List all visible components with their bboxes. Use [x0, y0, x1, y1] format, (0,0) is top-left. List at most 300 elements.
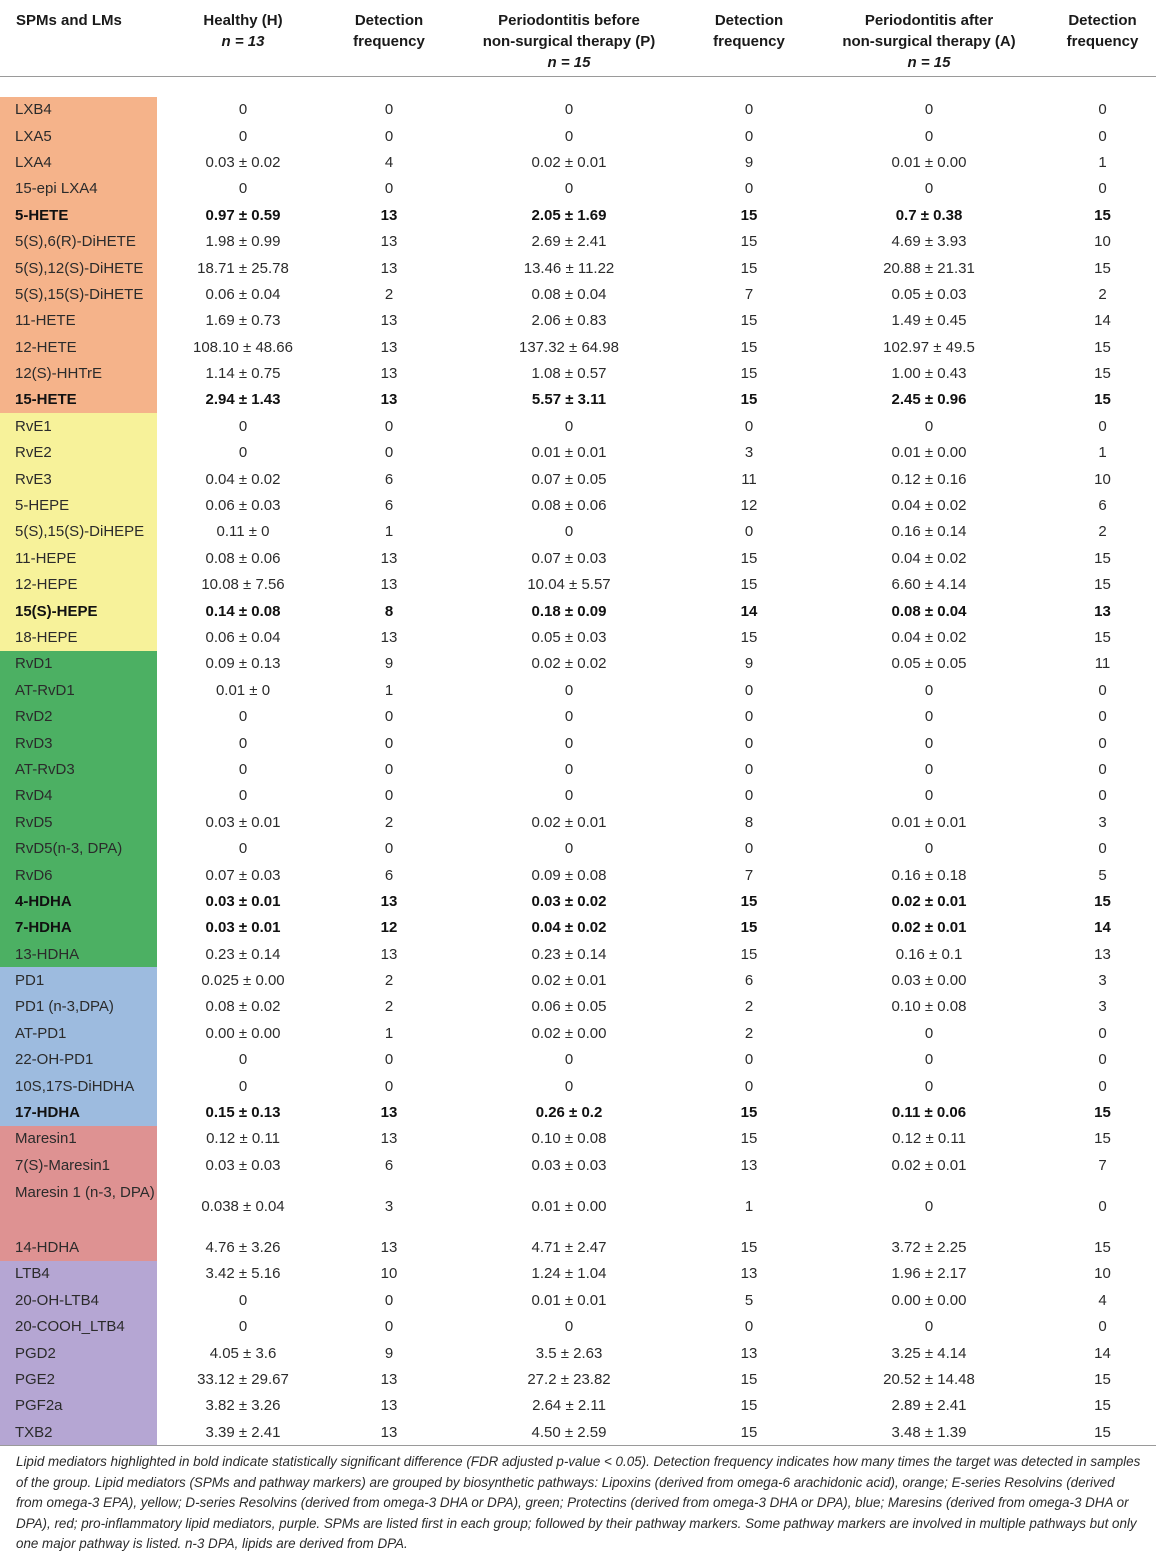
cell-after-value: 0 — [924, 708, 934, 726]
cell-healthy-frequency: 13 — [380, 892, 398, 910]
cell-healthy-frequency: 13 — [380, 312, 398, 330]
cell-after-frequency: 3 — [1098, 998, 1107, 1016]
cell-before-frequency: 0 — [744, 708, 754, 726]
cell-healthy-value: 4.76 ± 3.26 — [205, 1239, 281, 1256]
cell-healthy-value: 0.97 ± 0.59 — [205, 206, 281, 224]
cell-after-frequency: 0 — [1098, 180, 1107, 198]
table-row — [0, 1099, 1156, 1125]
cell-after-frequency: 15 — [1094, 549, 1111, 567]
cell-after-value: 0 — [924, 1077, 934, 1095]
table-row — [0, 783, 1156, 809]
cell-before-value: 0.01 ± 0.01 — [531, 1291, 607, 1309]
cell-mediator-name: 4-HDHA — [0, 888, 157, 914]
cell-mediator-name: RvD6 — [0, 862, 157, 888]
cell-healthy-value: 0.03 ± 0.01 — [205, 919, 281, 937]
cell-mediator-name: 7-HDHA — [0, 915, 157, 941]
cell-before-value: 2.69 ± 2.41 — [531, 233, 607, 251]
cell-healthy-value: 0.09 ± 0.13 — [205, 655, 281, 673]
cell-after-value: 0.01 ± 0.00 — [891, 444, 967, 462]
cell-after-value: 3.48 ± 1.39 — [809, 1419, 1049, 1446]
table-row — [0, 624, 1156, 650]
cell-after-frequency: 5 — [1098, 866, 1107, 884]
header-spms-lms — [0, 0, 157, 76]
cell-after-frequency: 0 — [1098, 760, 1107, 778]
cell-after-value: 3.25 ± 4.14 — [891, 1344, 967, 1362]
cell-mediator-name: 5(S),15(S)-DiHETE — [0, 281, 157, 307]
cell-mediator-name: RvD3 — [0, 730, 157, 756]
cell-before-frequency: 0 — [744, 101, 754, 119]
table-row — [0, 545, 1156, 571]
cell-after-frequency: 15 — [1094, 391, 1111, 409]
cell-before-value: 0.01 ± 0.01 — [531, 444, 607, 462]
cell-after-frequency: 15 — [1094, 1104, 1111, 1122]
cell-before-value: 0.09 ± 0.08 — [531, 866, 607, 884]
cell-after-frequency: 0 — [1098, 681, 1107, 699]
cell-healthy-value: 0.01 ± 0 — [215, 681, 271, 699]
cell-healthy-value: 0.03 ± 0.01 — [205, 892, 281, 910]
cell-before-value: 0.03 ± 0.02 — [531, 892, 607, 910]
table-row — [0, 1419, 1156, 1446]
cell-after-frequency: 0 — [1098, 734, 1107, 752]
table-header-row — [0, 0, 1156, 76]
cell-mediator-name: LXA5 — [0, 123, 157, 149]
cell-after-value: 0.04 ± 0.02 — [891, 549, 967, 567]
cell-healthy-value: 3.42 ± 5.16 — [205, 1265, 281, 1283]
cell-healthy-frequency: 13 — [380, 1239, 398, 1256]
cell-after-frequency: 3 — [1098, 813, 1107, 831]
table-row — [0, 1073, 1156, 1099]
cell-before-value: 0.08 ± 0.06 — [531, 497, 607, 515]
cell-before-value: 0.02 ± 0.02 — [531, 655, 607, 673]
cell-before-frequency: 3 — [744, 444, 754, 462]
cell-after-value: 0 — [924, 101, 934, 119]
cell-healthy-value: 0.14 ± 0.08 — [205, 602, 281, 620]
cell-before-frequency: 0 — [744, 417, 754, 435]
cell-before-value: 0.05 ± 0.03 — [531, 629, 607, 646]
cell-healthy-value: 0.23 ± 0.14 — [205, 945, 281, 963]
cell-before-value: 0.02 ± 0.01 — [531, 153, 607, 171]
header-spacer — [0, 76, 1156, 97]
cell-healthy-value: 0 — [238, 1291, 248, 1309]
cell-after-value: 0 — [924, 840, 934, 858]
cell-before-value: 0 — [564, 180, 574, 198]
cell-before-frequency: 13 — [740, 1344, 758, 1362]
cell-after-value: 1.00 ± 0.43 — [891, 365, 967, 383]
cell-before-frequency: 15 — [740, 233, 758, 251]
cell-after-value: 0.08 ± 0.04 — [891, 602, 967, 620]
table-row — [0, 1234, 1156, 1260]
cell-before-value: 0.18 ± 0.09 — [531, 602, 607, 620]
cell-before-value: 0 — [564, 734, 574, 752]
cell-after-value: 0 — [924, 1024, 934, 1042]
cell-healthy-value: 0.038 ± 0.04 — [201, 1197, 285, 1215]
cell-before-value: 0.06 ± 0.05 — [531, 998, 607, 1016]
cell-healthy-value: 108.10 ± 48.66 — [193, 338, 293, 356]
cell-mediator-name: RvE3 — [0, 466, 157, 492]
cell-before-value: 0 — [564, 417, 574, 435]
cell-after-value: 0 — [924, 1318, 934, 1336]
cell-before-value: 27.2 ± 23.82 — [527, 1370, 611, 1388]
cell-before-frequency: 15 — [740, 919, 758, 937]
header-text: Healthy (H) — [203, 12, 283, 29]
cell-before-value: 1.08 ± 0.57 — [531, 365, 607, 383]
cell-healthy-frequency: 13 — [380, 1130, 398, 1148]
header-text: SPMs and LMs — [16, 12, 122, 29]
cell-healthy-value: 0.03 ± 0.02 — [205, 153, 281, 171]
cell-healthy-value: 1.14 ± 0.75 — [205, 365, 281, 383]
cell-healthy-value: 0.025 ± 0.00 — [201, 972, 285, 990]
header-healthy — [157, 0, 329, 76]
table-row — [0, 809, 1156, 835]
cell-before-frequency: 0 — [744, 180, 754, 198]
table-row — [0, 730, 1156, 756]
header-periodontitis-after — [809, 0, 1049, 76]
cell-before-value: 4.50 ± 2.59 — [449, 1419, 689, 1446]
cell-before-value: 3.5 ± 2.63 — [535, 1344, 603, 1362]
table-body — [0, 76, 1156, 1446]
cell-healthy-frequency: 3 — [384, 1197, 394, 1215]
cell-healthy-frequency: 2 — [384, 972, 394, 990]
cell-after-frequency: 1 — [1098, 153, 1107, 171]
cell-healthy-value: 0.06 ± 0.03 — [205, 497, 281, 515]
cell-after-value: 2.89 ± 2.41 — [891, 1397, 967, 1415]
cell-before-frequency: 15 — [740, 576, 758, 594]
table-row — [0, 1393, 1156, 1419]
cell-mediator-name: RvD5(n-3, DPA) — [0, 835, 157, 861]
table-row — [0, 677, 1156, 703]
header-text: Periodontitis before — [498, 12, 640, 29]
cell-after-value: 0 — [924, 681, 934, 699]
table-row — [0, 703, 1156, 729]
cell-mediator-name: 22-OH-PD1 — [0, 1047, 157, 1073]
cell-healthy-frequency: 6 — [384, 866, 394, 884]
cell-after-value: 0.11 ± 0.06 — [891, 1104, 967, 1122]
cell-after-value: 0 — [924, 417, 934, 435]
cell-before-value: 0.03 ± 0.03 — [531, 1156, 607, 1174]
table-row — [0, 915, 1156, 941]
cell-healthy-value: 0.08 ± 0.02 — [205, 998, 281, 1016]
table-row — [0, 281, 1156, 307]
cell-after-frequency: 0 — [1098, 1197, 1107, 1215]
cell-after-frequency: 2 — [1098, 285, 1107, 303]
cell-healthy-value: 0.12 ± 0.11 — [206, 1130, 280, 1148]
cell-before-value: 0.23 ± 0.14 — [531, 945, 607, 963]
cell-mediator-name: AT-PD1 — [0, 1020, 157, 1046]
cell-mediator-name: 18-HEPE — [0, 624, 157, 650]
cell-after-value: 0.04 ± 0.02 — [891, 497, 967, 515]
cell-before-value: 0.02 ± 0.01 — [531, 813, 607, 831]
cell-healthy-frequency: 0 — [384, 180, 394, 198]
cell-healthy-frequency: 13 — [380, 206, 398, 224]
cell-healthy-frequency: 0 — [384, 1318, 394, 1336]
cell-healthy-frequency: 6 — [384, 497, 394, 515]
table-row — [0, 440, 1156, 466]
cell-healthy-value: 4.05 ± 3.6 — [209, 1344, 277, 1362]
cell-healthy-value: 0.04 ± 0.02 — [205, 470, 281, 488]
cell-mediator-name: 17-HDHA — [0, 1099, 157, 1125]
cell-before-value: 137.32 ± 64.98 — [519, 338, 619, 356]
cell-healthy-value: 0.15 ± 0.13 — [205, 1104, 281, 1122]
cell-healthy-value: 1.69 ± 0.73 — [205, 312, 281, 330]
cell-before-frequency: 15 — [740, 206, 758, 224]
cell-after-frequency: 0 — [1098, 127, 1107, 145]
cell-healthy-frequency: 2 — [384, 285, 394, 303]
table-row — [0, 1261, 1156, 1287]
cell-before-frequency: 15 — [740, 259, 758, 277]
cell-healthy-frequency: 13 — [380, 1104, 398, 1122]
cell-healthy-frequency: 0 — [384, 760, 394, 778]
cell-after-value: 0.01 ± 0.00 — [891, 153, 967, 171]
cell-after-value: 0.12 ± 0.11 — [892, 1130, 966, 1148]
cell-after-frequency: 3 — [1098, 972, 1107, 990]
table-row — [0, 888, 1156, 914]
cell-before-frequency: 15 — [740, 945, 758, 963]
cell-mediator-name: RvD4 — [0, 783, 157, 809]
cell-after-value: 2.45 ± 0.96 — [891, 391, 967, 409]
cell-before-frequency: 5 — [744, 1291, 754, 1309]
cell-after-value: 20.52 ± 14.48 — [883, 1370, 975, 1388]
cell-healthy-frequency: 0 — [384, 734, 394, 752]
cell-after-frequency: 14 — [1094, 1344, 1111, 1362]
table-row — [0, 835, 1156, 861]
cell-after-value: 1.96 ± 2.17 — [891, 1265, 967, 1283]
cell-before-frequency: 9 — [744, 153, 754, 171]
cell-after-frequency: 15 — [1094, 365, 1111, 383]
cell-mediator-name: PD1 (n-3,DPA) — [0, 994, 157, 1020]
cell-mediator-name: 20-COOH_LTB4 — [0, 1313, 157, 1339]
cell-healthy-value: 18.71 ± 25.78 — [197, 259, 289, 277]
cell-before-frequency: 15 — [740, 1397, 758, 1415]
cell-after-value: 0 — [924, 760, 934, 778]
cell-mediator-name: AT-RvD1 — [0, 677, 157, 703]
cell-mediator-name: 15(S)-HEPE — [0, 598, 157, 624]
cell-before-value: 0.04 ± 0.02 — [531, 919, 607, 937]
cell-before-value: 0.08 ± 0.04 — [531, 285, 607, 303]
table-row — [0, 862, 1156, 888]
cell-mediator-name: RvD1 — [0, 651, 157, 677]
cell-after-frequency: 0 — [1098, 1077, 1107, 1095]
table-row — [0, 756, 1156, 782]
cell-after-frequency: 0 — [1098, 1318, 1107, 1336]
cell-before-frequency: 0 — [744, 1051, 754, 1069]
cell-after-frequency: 0 — [1098, 101, 1107, 119]
cell-healthy-frequency: 0 — [384, 417, 394, 435]
cell-before-frequency: 1 — [744, 1197, 754, 1215]
table-row — [0, 413, 1156, 439]
cell-before-frequency: 15 — [740, 365, 758, 383]
cell-before-frequency: 15 — [740, 391, 758, 409]
cell-healthy-frequency: 13 — [380, 365, 398, 383]
cell-before-value: 0.01 ± 0.00 — [531, 1197, 607, 1215]
cell-mediator-name: 5(S),15(S)-DiHEPE — [0, 519, 157, 545]
table-row — [0, 360, 1156, 386]
cell-after-value: 0.7 ± 0.38 — [895, 206, 963, 224]
cell-before-value: 0.07 ± 0.03 — [531, 549, 607, 567]
cell-after-value: 0 — [924, 180, 934, 198]
cell-healthy-value: 0 — [238, 760, 248, 778]
header-text: Periodontitis after — [864, 12, 994, 29]
table-row — [0, 1313, 1156, 1339]
cell-mediator-name: LTB4 — [0, 1261, 157, 1287]
cell-mediator-name: RvD2 — [0, 703, 157, 729]
table-row — [0, 994, 1156, 1020]
cell-healthy-frequency: 0 — [384, 787, 394, 805]
cell-before-frequency: 13 — [740, 1156, 758, 1174]
cell-before-frequency: 0 — [744, 127, 754, 145]
cell-mediator-name: LXA4 — [0, 149, 157, 175]
cell-healthy-frequency: 0 — [384, 444, 394, 462]
header-text: Detection — [714, 12, 784, 29]
cell-healthy-frequency: 1 — [384, 523, 394, 541]
cell-before-frequency: 0 — [744, 760, 754, 778]
cell-after-value: 3.72 ± 2.25 — [891, 1239, 967, 1256]
cell-healthy-value: 0.08 ± 0.06 — [205, 549, 281, 567]
cell-mediator-name: RvE1 — [0, 413, 157, 439]
cell-after-frequency: 10 — [1094, 233, 1111, 251]
cell-after-frequency: 7 — [1098, 1156, 1107, 1174]
table-footnote: Lipid mediators highlighted in bold indicate statistically significant difference (FDR adjusted p-value < 0.05). Detection frequency indicates how many times the target was detected in samples of the group. Lipid mediators (SPMs and pathway markers) are grouped by biosynthetic pathways: Lipoxins (derived from omega-6 arachidonic acid), orange; E-series Resolvins (derived from omega-3 EPA), yellow; D-series Resolvins (derived from omega-3 DHA or DPA), green; Protectins (derived from omega-3 DHA or DPA), blue; Maresins (derived from omega-3 DHA or DPA), red; pro-inflammatory lipid mediators, purple. SPMs are listed first in each group; followed by their pathway markers. Some pathway markers are involved in multiple pathways but only one major pathway is listed. n-3 DPA, lipids are derived from DPA. — [16, 1454, 1141, 1552]
cell-mediator-name: 10S,17S-DiHDHA — [0, 1073, 157, 1099]
cell-after-frequency: 15 — [1094, 259, 1111, 277]
table-row — [0, 176, 1156, 202]
header-text: non-surgical therapy (P) — [482, 33, 656, 50]
header-detection-frequency-p — [689, 0, 809, 76]
cell-healthy-value: 0 — [238, 444, 248, 462]
cell-mediator-name: Maresin1 — [0, 1126, 157, 1152]
cell-healthy-value: 0 — [238, 1318, 248, 1336]
cell-mediator-name: 12-HETE — [0, 334, 157, 360]
cell-healthy-frequency: 2 — [384, 998, 394, 1016]
cell-before-frequency: 12 — [740, 497, 758, 515]
cell-before-frequency: 0 — [744, 1318, 754, 1336]
cell-after-value: 0 — [924, 127, 934, 145]
cell-after-frequency: 14 — [1094, 919, 1111, 937]
cell-after-frequency: 15 — [1094, 338, 1111, 356]
cell-before-value: 0 — [564, 840, 574, 858]
cell-healthy-frequency: 9 — [384, 1344, 394, 1362]
cell-after-value: 0.00 ± 0.00 — [891, 1291, 967, 1309]
cell-before-value: 0.02 ± 0.00 — [531, 1024, 607, 1042]
cell-before-value: 0 — [564, 1318, 574, 1336]
table-row — [0, 123, 1156, 149]
cell-healthy-frequency: 13 — [380, 1397, 398, 1415]
cell-mediator-name: LXB4 — [0, 97, 157, 123]
cell-before-frequency: 2 — [744, 1024, 754, 1042]
cell-before-value: 0 — [564, 760, 574, 778]
cell-after-value: 6.60 ± 4.14 — [891, 576, 967, 594]
cell-before-value: 0 — [564, 1051, 574, 1069]
cell-healthy-value: 0 — [238, 1077, 248, 1095]
table-row — [0, 1047, 1156, 1073]
header-text: non-surgical therapy (A) — [842, 33, 1016, 50]
cell-healthy-frequency: 13 — [329, 1419, 449, 1446]
cell-healthy-value: 2.94 ± 1.43 — [205, 391, 281, 409]
cell-before-frequency: 7 — [744, 285, 754, 303]
cell-before-value: 0 — [564, 787, 574, 805]
header-n: n = 15 — [907, 54, 951, 71]
cell-before-value: 0 — [564, 101, 574, 119]
cell-before-value: 0 — [564, 523, 574, 541]
cell-before-frequency: 15 — [740, 549, 758, 567]
cell-after-frequency: 4 — [1098, 1291, 1107, 1309]
table-row — [0, 1020, 1156, 1046]
header-n: n = 13 — [221, 33, 265, 50]
cell-after-frequency: 2 — [1098, 523, 1107, 541]
cell-healthy-value: 0 — [238, 101, 248, 119]
cell-before-value: 0.07 ± 0.05 — [531, 470, 607, 488]
cell-after-frequency: 11 — [1094, 655, 1111, 673]
cell-mediator-name: 5(S),6(R)-DiHETE — [0, 228, 157, 254]
cell-healthy-frequency: 0 — [384, 1291, 394, 1309]
cell-before-value: 0 — [564, 708, 574, 726]
cell-after-value: 0.10 ± 0.08 — [891, 998, 967, 1016]
cell-healthy-value: 0 — [238, 127, 248, 145]
cell-after-frequency: 15 — [1049, 1419, 1156, 1446]
cell-healthy-frequency: 13 — [380, 259, 398, 277]
table-row — [0, 308, 1156, 334]
cell-healthy-frequency: 1 — [384, 1024, 394, 1042]
cell-after-value: 4.69 ± 3.93 — [891, 233, 967, 251]
cell-mediator-name: 7(S)-Maresin1 — [0, 1152, 157, 1178]
cell-mediator-name: TXB2 — [0, 1419, 157, 1446]
cell-after-frequency: 15 — [1094, 629, 1111, 646]
table-row — [0, 1179, 1156, 1235]
cell-before-value: 0.10 ± 0.08 — [531, 1130, 607, 1148]
cell-after-frequency: 15 — [1094, 1239, 1111, 1256]
cell-after-frequency: 13 — [1094, 602, 1111, 620]
cell-mediator-name: RvE2 — [0, 440, 157, 466]
table-row — [0, 97, 1156, 123]
cell-after-value: 0.02 ± 0.01 — [891, 919, 967, 937]
cell-after-value: 0.02 ± 0.01 — [891, 892, 967, 910]
cell-healthy-value: 0.03 ± 0.01 — [205, 813, 281, 831]
table-row — [0, 519, 1156, 545]
cell-before-frequency: 0 — [744, 523, 754, 541]
cell-before-frequency: 0 — [744, 681, 754, 699]
cell-healthy-frequency: 13 — [380, 338, 398, 356]
cell-before-frequency: 15 — [740, 892, 758, 910]
cell-healthy-value: 0 — [238, 1051, 248, 1069]
cell-healthy-frequency: 6 — [384, 470, 394, 488]
cell-healthy-value: 0 — [238, 417, 248, 435]
cell-after-value: 0.16 ± 0.1 — [895, 945, 963, 963]
cell-after-value: 0.02 ± 0.01 — [891, 1156, 967, 1174]
header-text: frequency — [713, 33, 785, 50]
cell-after-frequency: 0 — [1098, 708, 1107, 726]
cell-mediator-name: AT-RvD3 — [0, 756, 157, 782]
cell-healthy-value: 0.07 ± 0.03 — [205, 866, 281, 884]
cell-healthy-value: 3.82 ± 3.26 — [205, 1397, 281, 1415]
cell-before-frequency: 15 — [740, 1239, 758, 1256]
cell-healthy-frequency: 8 — [384, 602, 394, 620]
cell-mediator-name: 15-HETE — [0, 387, 157, 413]
cell-healthy-value: 10.08 ± 7.56 — [201, 576, 285, 594]
cell-healthy-frequency: 0 — [384, 840, 394, 858]
cell-healthy-value: 0.06 ± 0.04 — [205, 285, 281, 303]
cell-healthy-frequency: 10 — [380, 1265, 398, 1283]
cell-mediator-name: 12-HEPE — [0, 572, 157, 598]
cell-healthy-value: 0 — [238, 708, 248, 726]
cell-mediator-name: PD1 — [0, 967, 157, 993]
cell-after-frequency: 0 — [1098, 840, 1107, 858]
cell-after-value: 0 — [924, 1197, 934, 1215]
cell-healthy-value: 33.12 ± 29.67 — [197, 1370, 289, 1388]
table-row — [0, 1126, 1156, 1152]
cell-after-frequency: 15 — [1094, 892, 1111, 910]
cell-healthy-frequency: 0 — [384, 1051, 394, 1069]
cell-healthy-value: 0.11 ± 0 — [216, 523, 270, 541]
cell-after-frequency: 15 — [1094, 1397, 1111, 1415]
